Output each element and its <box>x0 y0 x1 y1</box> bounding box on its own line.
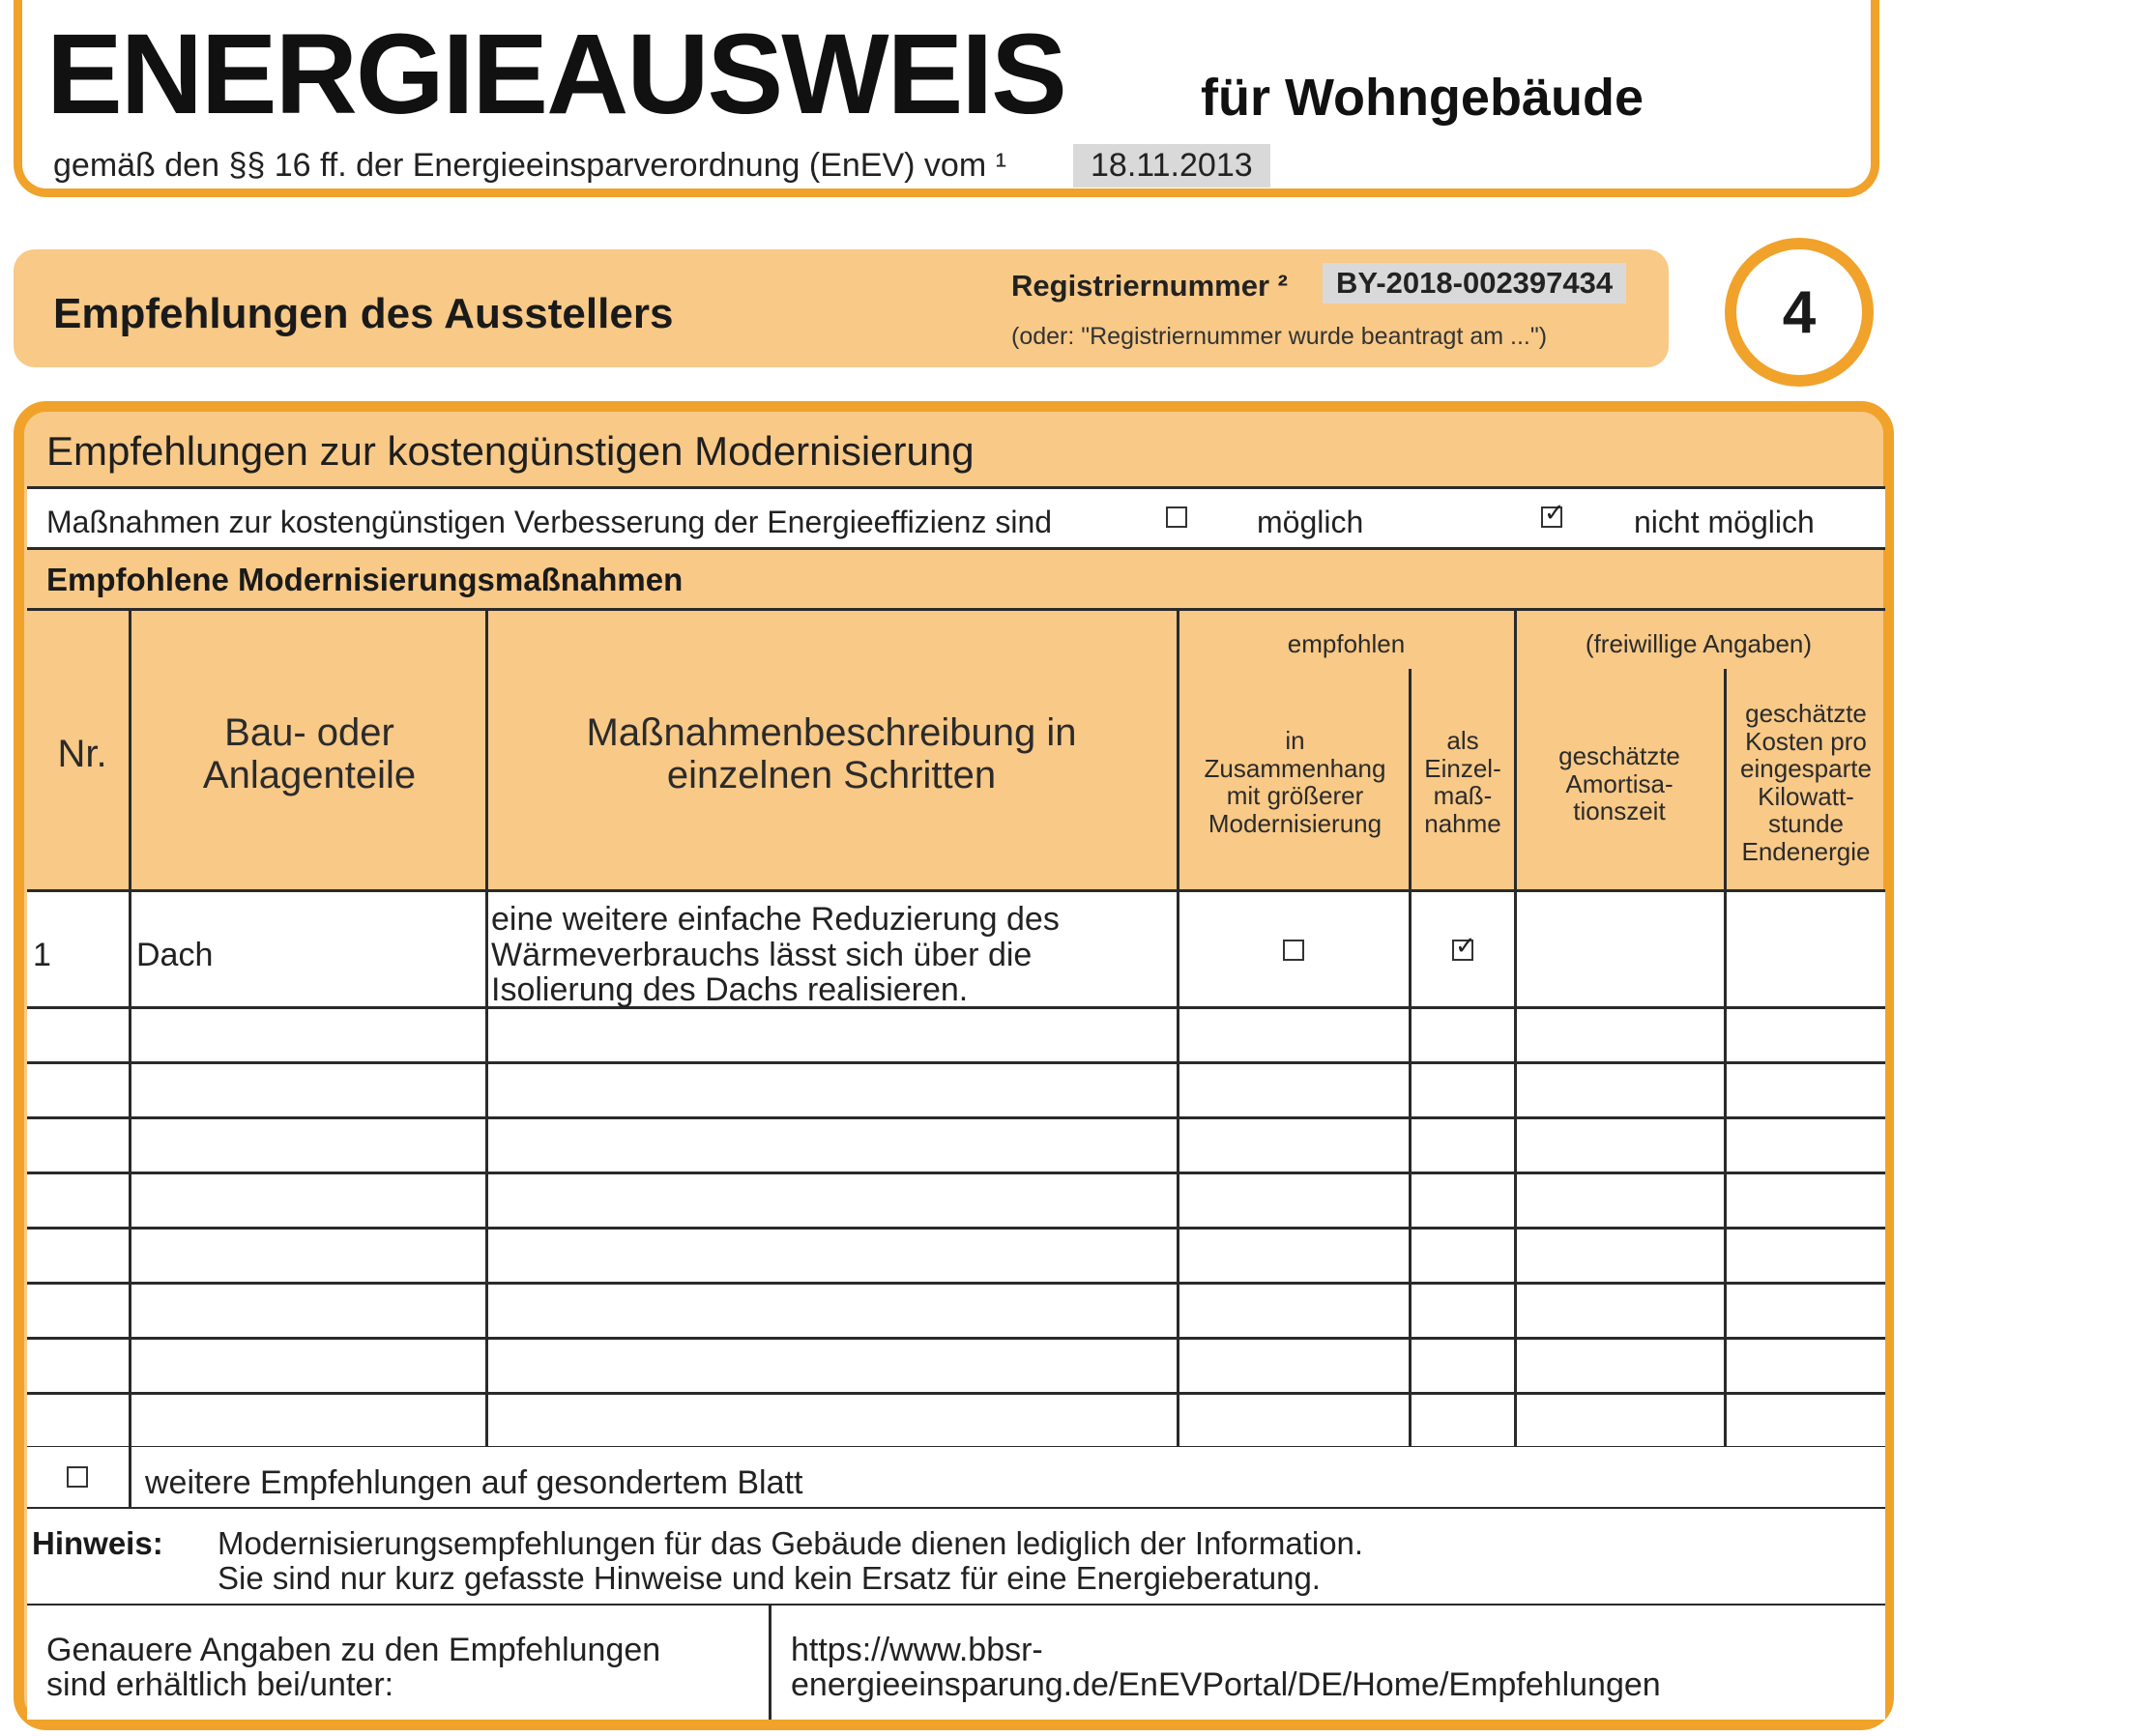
details-link-line: https://www.bbsr- <box>791 1632 1043 1668</box>
registration-note: (oder: "Registriernummer wurde beantragt am ...") <box>1011 323 1548 350</box>
row-1-description-line: Wärmeverbrauchs lässt sich über die <box>491 936 1033 973</box>
header-in-context-line: Zusammenhang <box>1204 753 1386 783</box>
header-description-line2: einzelnen Schritten <box>666 754 997 796</box>
option-not-possible-label: nicht möglich <box>1634 505 1815 539</box>
legal-basis-date: 18.11.2013 <box>1073 144 1270 188</box>
header-voluntary-group: (freiwillige Angaben) <box>1585 629 1813 658</box>
divider <box>27 608 1885 611</box>
header-in-context-line: Modernisierung <box>1208 808 1383 838</box>
row-1-component: Dach <box>136 937 214 973</box>
checkbox-possible[interactable] <box>1166 506 1187 528</box>
details-link-line: energieeinsparung.de/EnEVPortal/DE/Home/Empfehlungen <box>791 1665 1661 1703</box>
divider <box>1177 609 1179 1447</box>
further-recommendations-label: weitere Empfehlungen auf gesondertem Blatt <box>145 1464 803 1501</box>
row-1-description <box>491 902 1173 1008</box>
details-link[interactable] <box>791 1634 1874 1702</box>
header-cost <box>1727 700 1885 866</box>
header-cost-line: Kilowatt- <box>1758 781 1854 811</box>
divider <box>27 1116 1885 1119</box>
details-label-line: sind erhältlich bei/unter: <box>46 1665 394 1703</box>
header-cost-line: geschätzte <box>1745 699 1867 728</box>
measures-heading: Empfohlene Modernisierungsmaßnahmen <box>46 562 684 597</box>
header-single-line: maß- <box>1433 781 1493 811</box>
divider <box>27 1392 1885 1395</box>
row-1-description-line: eine weitere einfache Reduzierung des <box>491 901 1060 938</box>
divider <box>1409 669 1412 1447</box>
registration-number: BY-2018-002397434 <box>1323 263 1626 304</box>
header-payback-line: tionszeit <box>1573 796 1666 826</box>
divider <box>1514 609 1517 1447</box>
legal-basis: gemäß den §§ 16 ff. der Energieeinsparverordnung (EnEV) vom ¹ <box>53 147 1006 184</box>
divider <box>27 889 1885 892</box>
note-text: Modernisierungsempfehlungen für das Gebäude dienen lediglich der Information. <box>218 1525 1364 1561</box>
divider <box>129 1447 131 1509</box>
divider <box>769 1606 771 1720</box>
note-text: Sie sind nur kurz gefasste Hinweise und kein Ersatz für eine Energieberatung. <box>218 1560 1321 1596</box>
header-recommended-group: empfohlen <box>1287 629 1406 658</box>
header-component-line2: Anlagenteile <box>202 754 417 796</box>
header-nr: Nr. <box>57 733 107 775</box>
row-1-checkbox-in-context[interactable] <box>1283 940 1304 961</box>
row-1-description-line: Isolierung des Dachs realisieren. <box>491 971 969 1009</box>
divider <box>27 1227 1885 1230</box>
document-subtitle: für Wohngebäude <box>1201 69 1644 127</box>
band-title: Empfehlungen des Ausstellers <box>53 290 674 337</box>
header-single <box>1412 727 1514 837</box>
page-number: 4 <box>1782 278 1817 346</box>
registration-label: Registriernummer ² <box>1011 269 1288 303</box>
header-cost-line: eingesparte <box>1740 754 1872 784</box>
header-description-line1: Maßnahmenbeschreibung in <box>586 711 1077 754</box>
divider <box>27 486 1885 489</box>
header-cost-line: Endenergie <box>1741 836 1871 866</box>
divider <box>27 547 1885 550</box>
details-label-line: Genauere Angaben zu den Empfehlungen <box>46 1632 661 1668</box>
row-1-checkbox-single[interactable] <box>1452 931 1476 961</box>
divider <box>27 1282 1885 1285</box>
divider <box>129 609 131 1447</box>
header-payback-line: Amortisa- <box>1565 768 1674 798</box>
header-in-context-line: in <box>1285 726 1305 755</box>
check-icon: ✓ <box>1544 498 1565 527</box>
document-title: ENERGIEAUSWEIS <box>46 11 1065 138</box>
header-cost-line: Kosten pro <box>1745 726 1867 756</box>
divider <box>485 609 488 1447</box>
divider <box>27 1172 1885 1174</box>
divider <box>27 1337 1885 1340</box>
divider <box>27 1061 1885 1064</box>
header-single-line: nahme <box>1424 808 1501 838</box>
note-label: Hinweis: <box>32 1525 163 1561</box>
statement-text: Maßnahmen zur kostengünstigen Verbesserung der Energieeffizienz sind <box>46 505 1053 539</box>
header-in-context <box>1181 727 1409 837</box>
header-component-line1: Bau- oder <box>224 711 394 754</box>
checkbox-further-recommendations[interactable] <box>67 1466 88 1488</box>
checkbox-not-possible[interactable] <box>1541 498 1565 528</box>
details-label <box>46 1634 742 1702</box>
section-title: Empfehlungen zur kostengünstigen Modernisierung <box>46 428 975 474</box>
header-single-line: Einzel- <box>1424 753 1501 783</box>
page-number-badge <box>1725 238 1874 387</box>
divider <box>1724 669 1727 1447</box>
header-payback <box>1518 742 1721 825</box>
check-icon: ✓ <box>1455 931 1476 960</box>
header-cost-line: stunde <box>1767 809 1845 839</box>
header-single-line: als <box>1446 726 1479 755</box>
header-in-context-line: mit größerer <box>1226 781 1364 811</box>
row-1-nr: 1 <box>33 937 51 973</box>
header-payback-line: geschätzte <box>1558 741 1680 770</box>
option-possible-label: möglich <box>1257 505 1364 539</box>
